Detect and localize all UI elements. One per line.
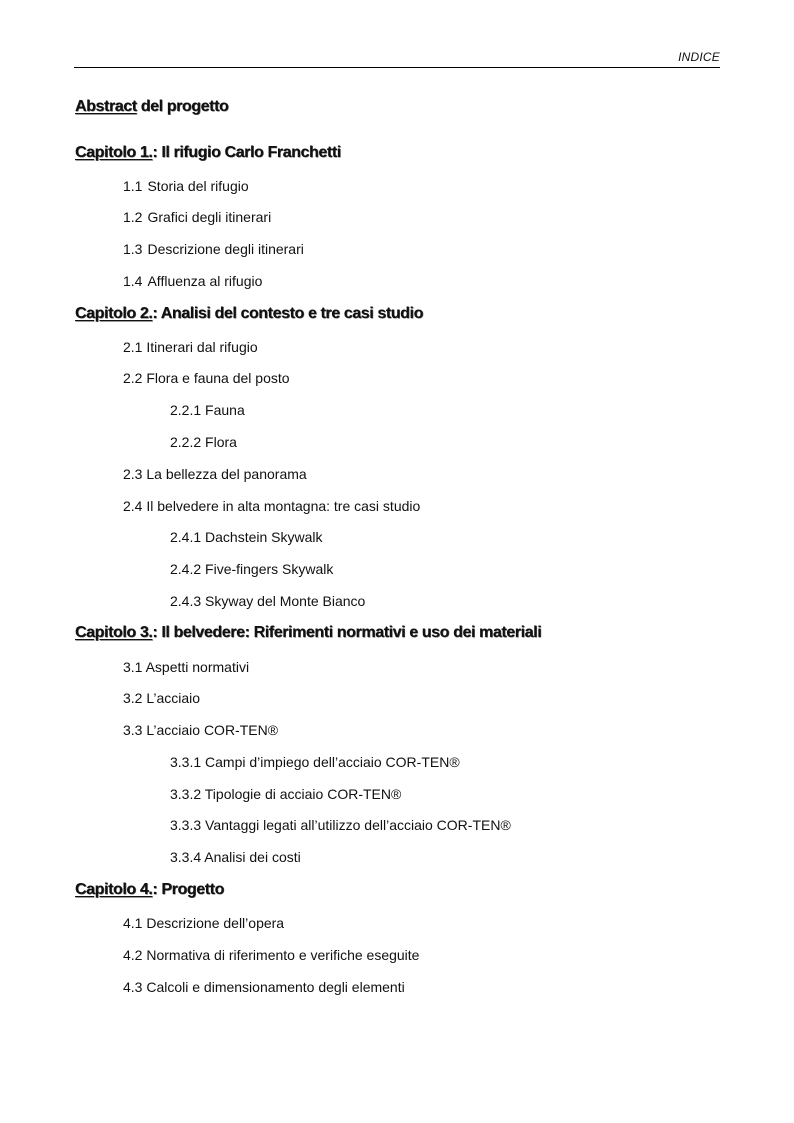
chapter-4-title: : Progetto xyxy=(152,881,224,898)
toc-entry-1-1[interactable] xyxy=(123,177,249,195)
toc-entry-2-4-1[interactable]: 2.4.1 Dachstein Skywalk xyxy=(170,529,323,545)
toc-chapter-4-heading[interactable] xyxy=(75,880,224,900)
chapter-3-label: Capitolo 3. xyxy=(75,624,153,641)
toc-entry-2-1[interactable]: 2.1 Itinerari dal rifugio xyxy=(123,339,258,355)
entry-text: Grafici degli itinerari xyxy=(147,209,272,225)
toc-entry-2-2[interactable]: 2.2 Flora e fauna del posto xyxy=(123,370,290,386)
toc-entry-1-3[interactable] xyxy=(123,240,304,258)
entry-number: 1.1 xyxy=(123,178,143,194)
header-title: INDICE xyxy=(678,50,720,64)
abstract-title: del progetto xyxy=(136,98,229,115)
chapter-4-label: Capitolo 4. xyxy=(75,881,153,898)
entry-text: Affluenza al rifugio xyxy=(147,273,263,289)
toc-entry-4-2[interactable]: 4.2 Normativa di riferimento e verifiche eseguite xyxy=(123,947,420,963)
toc-entry-3-3-1[interactable]: 3.3.1 Campi d’impiego dell’acciaio COR-TEN® xyxy=(170,754,460,770)
toc-entry-2-4-3[interactable]: 2.4.3 Skyway del Monte Bianco xyxy=(170,593,366,609)
chapter-1-label: Capitolo 1. xyxy=(75,144,153,161)
entry-number: 1.4 xyxy=(123,273,143,289)
toc-chapter-1-heading[interactable] xyxy=(75,143,341,163)
toc-chapter-2-heading[interactable] xyxy=(75,304,423,324)
toc-entry-2-3[interactable]: 2.3 La bellezza del panorama xyxy=(123,466,307,482)
chapter-2-title: : Analisi del contesto e tre casi studio xyxy=(152,305,423,322)
running-header xyxy=(74,49,720,68)
toc-entry-3-3-2[interactable]: 3.3.2 Tipologie di acciaio COR-TEN® xyxy=(170,786,402,802)
entry-text: Descrizione degli itinerari xyxy=(147,241,304,257)
toc-entry-4-3[interactable]: 4.3 Calcoli e dimensionamento degli elementi xyxy=(123,979,405,995)
toc-entry-3-3-4[interactable]: 3.3.4 Analisi dei costi xyxy=(170,849,301,865)
entry-text: Storia del rifugio xyxy=(147,178,249,194)
toc-entry-2-2-2[interactable]: 2.2.2 Flora xyxy=(170,434,237,450)
toc-entry-1-4[interactable] xyxy=(123,272,262,290)
toc-abstract-heading[interactable] xyxy=(75,97,228,117)
toc-entry-4-1[interactable]: 4.1 Descrizione dell’opera xyxy=(123,915,285,931)
entry-number: 1.2 xyxy=(123,209,143,225)
toc-entry-1-2[interactable] xyxy=(123,208,271,226)
toc-entry-2-4-2[interactable]: 2.4.2 Five-fingers Skywalk xyxy=(170,561,334,577)
toc-entry-2-2-1[interactable]: 2.2.1 Fauna xyxy=(170,402,245,418)
toc-chapter-3-heading[interactable] xyxy=(75,623,541,643)
chapter-3-title: : Il belvedere: Riferimenti normativi e uso dei materiali xyxy=(152,624,542,641)
toc-entry-3-3[interactable]: 3.3 L’acciaio COR-TEN® xyxy=(123,722,279,738)
chapter-2-label: Capitolo 2. xyxy=(75,305,153,322)
toc-entry-3-2[interactable]: 3.2 L’acciaio xyxy=(123,690,201,706)
entry-number: 1.3 xyxy=(123,241,143,257)
toc-entry-3-1[interactable]: 3.1 Aspetti normativi xyxy=(123,659,250,675)
toc-entry-3-3-3[interactable]: 3.3.3 Vantaggi legati all’utilizzo dell’acciaio COR-TEN® xyxy=(170,817,511,833)
abstract-label: Abstract xyxy=(75,98,137,115)
chapter-1-title: : Il rifugio Carlo Franchetti xyxy=(152,144,341,161)
toc-entry-2-4[interactable]: 2.4 Il belvedere in alta montagna: tre casi studio xyxy=(123,498,421,514)
